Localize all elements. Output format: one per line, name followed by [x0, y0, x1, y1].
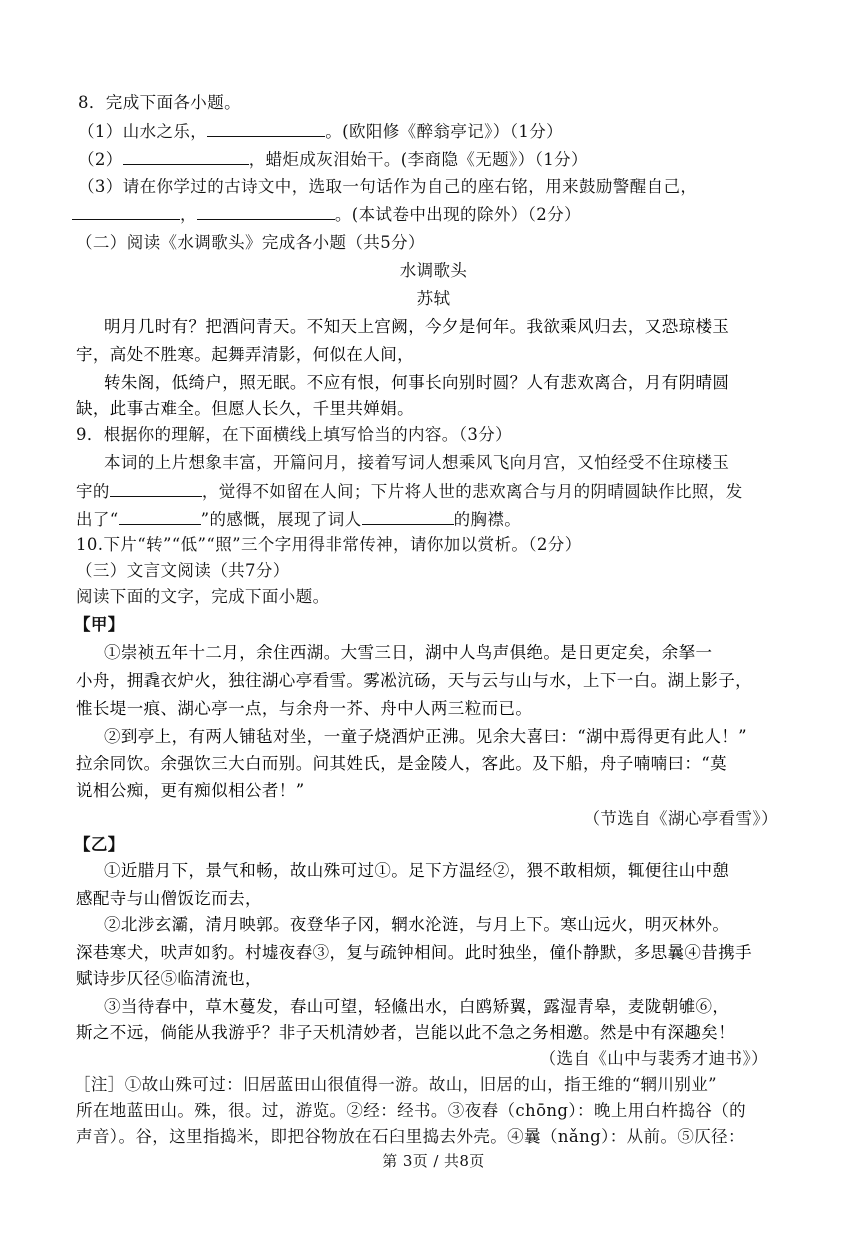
passage-line: 说相公痴，更有痴似相公者！”	[76, 781, 305, 800]
q8-sub1-suffix: 。(欧阳修《醉翁亭记》）（1分）	[325, 122, 564, 141]
poem-line: 转朱阁，低绮户，照无眠。不应有恨，何事长向别时圆？人有悲欢离合，月有阴晴圆	[104, 373, 730, 392]
q8-title: 8．完成下面各小题。	[78, 93, 241, 112]
q8-sub1-prefix: （1）山水之乐，	[78, 122, 208, 141]
section3-heading: （三）文言文阅读（共7分）	[76, 561, 290, 580]
q8-sub3-line2	[72, 203, 867, 226]
q9-line1: 本词的上片想象丰富，开篇问月，接着写词人想乘风飞向月宫，又怕经受不住琼楼玉	[104, 453, 730, 472]
poem-line: 缺，此事古难全。但愿人长久，千里共婵娟。	[76, 399, 414, 418]
passage-line: 赋诗步仄径⑤临清流也，	[76, 969, 262, 988]
q9-line2-a: 宇的	[76, 482, 110, 501]
q8-sub2	[78, 148, 867, 171]
q9-title: 9．根据你的理解，在下面横线上填写恰当的内容。（3分）	[76, 425, 513, 444]
passage-jia-label: 【甲】	[74, 615, 125, 634]
q8-sub2-prefix: （2）	[78, 150, 123, 169]
q9-line2	[76, 480, 867, 503]
q8-sub3-line1: （3）请在你学过的古诗文中，选取一句话作为自己的座右铭，用来鼓励警醒自己，	[78, 177, 698, 196]
q8-sub3-suffix: 。(本试卷中出现的除外）（2分）	[334, 205, 581, 224]
page-number: 第 3页 / 共8页	[382, 1152, 485, 1170]
passage-line: 小舟，拥毳衣炉火，独往湖心亭看雪。雾凇沆砀，天与云与山与水，上下一白。湖上影子，	[76, 671, 752, 690]
poem-line: 宇，高处不胜寒。起舞弄清影，何似在人间，	[76, 345, 414, 364]
section2-heading: （二）阅读《水调歌头》完成各小题（共5分）	[76, 233, 425, 252]
answer-blank[interactable]	[119, 508, 201, 525]
section3-intro: 阅读下面的文字，完成下面小题。	[76, 587, 330, 606]
passage-line: ①近腊月下，景气和畅，故山殊可过①。足下方温经②，猥不敢相烦，辄便往山中憩	[104, 861, 730, 880]
passage-yi-label: 【乙】	[74, 835, 125, 854]
passage-line: 深巷寒犬，吠声如豹。村墟夜舂③，复与疏钟相间。此时独坐，僮仆静默，多思曩④昔携手	[76, 943, 752, 962]
notes-line: 声音）。谷，这里指捣米，即把谷物放在石臼里捣去外壳。④曩（nǎng）：从前。⑤仄径：	[76, 1127, 745, 1146]
q9-line3-b: ”的感慨，展现了词人	[200, 510, 362, 529]
answer-blank[interactable]	[362, 508, 454, 525]
passage-yi-source: （选自《山中与裴秀才迪书》）	[539, 1049, 768, 1068]
passage-line: 斯之不远，倘能从我游乎？非子天机清妙者，岂能以此不急之务相邀。然是中有深趣矣！	[76, 1023, 736, 1042]
passage-line: 拉余同饮。余强饮三大白而别。问其姓氏，是金陵人，客此。及下船，舟子喃喃曰：“莫	[76, 754, 728, 773]
q8-sub1	[78, 120, 867, 143]
notes-line: 所在地蓝田山。殊，很。过，游览。②经：经书。③夜舂（chōng）：晚上用白杵捣谷（的	[76, 1101, 747, 1120]
answer-blank[interactable]	[197, 203, 335, 220]
passage-line: ③当待春中，草木蔓发，春山可望，轻鯈出水，白鸥矫翼，露湿青皋，麦陇朝雊⑥，	[104, 997, 730, 1016]
passage-line: 感配寺与山僧饭讫而去，	[76, 889, 262, 908]
passage-line: ②到亭上，有两人铺毡对坐，一童子烧酒炉正沸。见余大喜曰：“湖中焉得更有此人！”	[104, 727, 747, 746]
answer-blank[interactable]	[110, 480, 202, 497]
notes-line: ［注］①故山殊可过：旧居蓝田山很值得一游。故山，旧居的山，指王维的“辋川别业”	[74, 1075, 717, 1094]
poem-line: 明月几时有？把酒问青天。不知天上宫阙，今夕是何年。我欲乘风归去，又恐琼楼玉	[104, 317, 730, 336]
passage-line: 惟长堤一痕、湖心亭一点，与余舟一芥、舟中人两三粒而已。	[76, 699, 533, 718]
q10-title: 10.下片“转”“低”“照”三个字用得非常传神，请你加以赏析。（2分）	[76, 535, 582, 554]
q9-line2-b: ，觉得不如留在人间；下片将人世的悲欢离合与月的阴晴圆缺作比照，发	[201, 482, 743, 501]
answer-blank[interactable]	[123, 148, 249, 165]
q9-line3	[76, 508, 867, 531]
passage-jia-source: （节选自《湖心亭看雪》）	[583, 809, 778, 828]
q9-line3-c: 的胸襟。	[453, 510, 522, 529]
passage-line: ②北涉玄灞，清月映郭。夜登华子冈，辋水沦涟，与月上下。寒山远火，明灭林外。	[104, 915, 730, 934]
poem-title: 水调歌头	[399, 261, 468, 280]
answer-blank[interactable]	[72, 203, 180, 220]
poem-author: 苏轼	[416, 289, 451, 308]
q8-sub3-separator: ，	[180, 205, 197, 224]
q8-sub2-suffix: ，蜡炬成灰泪始干。(李商隐《无题》）（1分）	[248, 150, 588, 169]
q9-line3-a: 出了“	[76, 510, 119, 529]
answer-blank[interactable]	[207, 120, 325, 137]
passage-line: ①崇祯五年十二月，余住西湖。大雪三日，湖中人鸟声俱绝。是日更定矣，余拏一	[104, 643, 713, 662]
